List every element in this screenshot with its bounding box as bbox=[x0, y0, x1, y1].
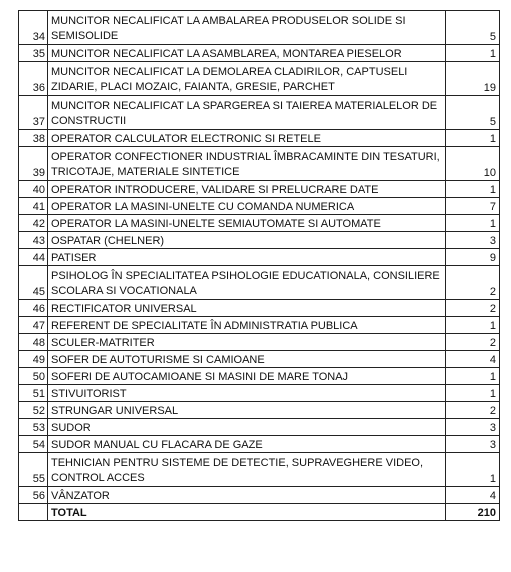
vacancy-count: 1 bbox=[446, 215, 500, 232]
vacancy-count: 2 bbox=[446, 402, 500, 419]
table-row bbox=[19, 62, 500, 96]
row-number: 45 bbox=[19, 266, 48, 300]
table-row bbox=[19, 45, 500, 62]
vacancy-count: 2 bbox=[446, 266, 500, 300]
total-label: TOTAL bbox=[48, 504, 446, 521]
table-row bbox=[19, 334, 500, 351]
occupation-name: MUNCITOR NECALIFICAT LA ASAMBLAREA, MONTAREA PIESELOR bbox=[48, 45, 446, 62]
vacancy-count: 1 bbox=[446, 317, 500, 334]
row-number: 48 bbox=[19, 334, 48, 351]
job-vacancies-table bbox=[18, 10, 500, 521]
table-row bbox=[19, 436, 500, 453]
vacancy-count: 7 bbox=[446, 198, 500, 215]
vacancy-count: 3 bbox=[446, 419, 500, 436]
vacancy-count: 5 bbox=[446, 11, 500, 45]
table-row bbox=[19, 402, 500, 419]
occupation-name: VÂNZATOR bbox=[48, 487, 446, 504]
occupation-name: STRUNGAR UNIVERSAL bbox=[48, 402, 446, 419]
row-number: 36 bbox=[19, 62, 48, 96]
occupation-name: OPERATOR CALCULATOR ELECTRONIC SI RETELE bbox=[48, 130, 446, 147]
table-row bbox=[19, 419, 500, 436]
row-number: 38 bbox=[19, 130, 48, 147]
row-number: 34 bbox=[19, 11, 48, 45]
occupation-name: PSIHOLOG ÎN SPECIALITATEA PSIHOLOGIE EDUCATIONALA, CONSILIERE SCOLARA SI VOCATIONALA bbox=[48, 266, 446, 300]
job-vacancies-table-page bbox=[18, 10, 500, 521]
row-number: 49 bbox=[19, 351, 48, 368]
vacancy-count: 10 bbox=[446, 147, 500, 181]
row-number: 40 bbox=[19, 181, 48, 198]
occupation-name: PATISER bbox=[48, 249, 446, 266]
vacancy-count: 19 bbox=[446, 62, 500, 96]
table-row bbox=[19, 232, 500, 249]
vacancy-count: 4 bbox=[446, 351, 500, 368]
occupation-name: SUDOR MANUAL CU FLACARA DE GAZE bbox=[48, 436, 446, 453]
occupation-name: OSPATAR (CHELNER) bbox=[48, 232, 446, 249]
vacancy-count: 3 bbox=[446, 436, 500, 453]
table-body bbox=[19, 11, 500, 504]
occupation-name: SOFER DE AUTOTURISME SI CAMIOANE bbox=[48, 351, 446, 368]
vacancy-count: 2 bbox=[446, 300, 500, 317]
vacancy-count: 1 bbox=[446, 45, 500, 62]
occupation-name: MUNCITOR NECALIFICAT LA DEMOLAREA CLADIRILOR, CAPTUSELI ZIDARIE, PLACI MOZAIC, FAIANTA, GRESIE, PARCHET bbox=[48, 62, 446, 96]
vacancy-count: 5 bbox=[446, 96, 500, 130]
vacancy-count: 1 bbox=[446, 385, 500, 402]
total-nr-cell bbox=[19, 504, 48, 521]
vacancy-count: 1 bbox=[446, 181, 500, 198]
occupation-name: SCULER-MATRITER bbox=[48, 334, 446, 351]
row-number: 46 bbox=[19, 300, 48, 317]
row-number: 44 bbox=[19, 249, 48, 266]
vacancy-count: 9 bbox=[446, 249, 500, 266]
row-number: 42 bbox=[19, 215, 48, 232]
vacancy-count: 1 bbox=[446, 130, 500, 147]
table-row bbox=[19, 368, 500, 385]
occupation-name: TEHNICIAN PENTRU SISTEME DE DETECTIE, SUPRAVEGHERE VIDEO, CONTROL ACCES bbox=[48, 453, 446, 487]
occupation-name: SUDOR bbox=[48, 419, 446, 436]
row-number: 37 bbox=[19, 96, 48, 130]
row-number: 55 bbox=[19, 453, 48, 487]
occupation-name: SOFERI DE AUTOCAMIOANE SI MASINI DE MARE TONAJ bbox=[48, 368, 446, 385]
row-number: 39 bbox=[19, 147, 48, 181]
table-row bbox=[19, 300, 500, 317]
vacancy-count: 3 bbox=[446, 232, 500, 249]
row-number: 51 bbox=[19, 385, 48, 402]
row-number: 43 bbox=[19, 232, 48, 249]
occupation-name: REFERENT DE SPECIALITATE ÎN ADMINISTRATIA PUBLICA bbox=[48, 317, 446, 334]
occupation-name: MUNCITOR NECALIFICAT LA SPARGEREA SI TAIEREA MATERIALELOR DE CONSTRUCTII bbox=[48, 96, 446, 130]
row-number: 50 bbox=[19, 368, 48, 385]
table-row bbox=[19, 147, 500, 181]
vacancy-count: 1 bbox=[446, 453, 500, 487]
row-number: 41 bbox=[19, 198, 48, 215]
table-row bbox=[19, 11, 500, 45]
occupation-name: OPERATOR LA MASINI-UNELTE CU COMANDA NUMERICA bbox=[48, 198, 446, 215]
vacancy-count: 4 bbox=[446, 487, 500, 504]
table-row bbox=[19, 249, 500, 266]
table-row bbox=[19, 351, 500, 368]
row-number: 53 bbox=[19, 419, 48, 436]
occupation-name: OPERATOR CONFECTIONER INDUSTRIAL ÎMBRACAMINTE DIN TESATURI, TRICOTAJE, MATERIALE SINTETICE bbox=[48, 147, 446, 181]
row-number: 47 bbox=[19, 317, 48, 334]
table-row bbox=[19, 130, 500, 147]
table-row bbox=[19, 181, 500, 198]
occupation-name: RECTIFICATOR UNIVERSAL bbox=[48, 300, 446, 317]
table-row bbox=[19, 317, 500, 334]
total-value: 210 bbox=[446, 504, 500, 521]
occupation-name: OPERATOR LA MASINI-UNELTE SEMIAUTOMATE SI AUTOMATE bbox=[48, 215, 446, 232]
table-row bbox=[19, 487, 500, 504]
occupation-name: MUNCITOR NECALIFICAT LA AMBALAREA PRODUSELOR SOLIDE SI SEMISOLIDE bbox=[48, 11, 446, 45]
occupation-name: STIVUITORIST bbox=[48, 385, 446, 402]
row-number: 54 bbox=[19, 436, 48, 453]
table-row bbox=[19, 215, 500, 232]
total-row bbox=[19, 504, 500, 521]
table-row bbox=[19, 266, 500, 300]
occupation-name: OPERATOR INTRODUCERE, VALIDARE SI PRELUCRARE DATE bbox=[48, 181, 446, 198]
row-number: 56 bbox=[19, 487, 48, 504]
table-row bbox=[19, 385, 500, 402]
vacancy-count: 1 bbox=[446, 368, 500, 385]
vacancy-count: 2 bbox=[446, 334, 500, 351]
table-row bbox=[19, 453, 500, 487]
row-number: 35 bbox=[19, 45, 48, 62]
table-row bbox=[19, 198, 500, 215]
table-row bbox=[19, 96, 500, 130]
row-number: 52 bbox=[19, 402, 48, 419]
